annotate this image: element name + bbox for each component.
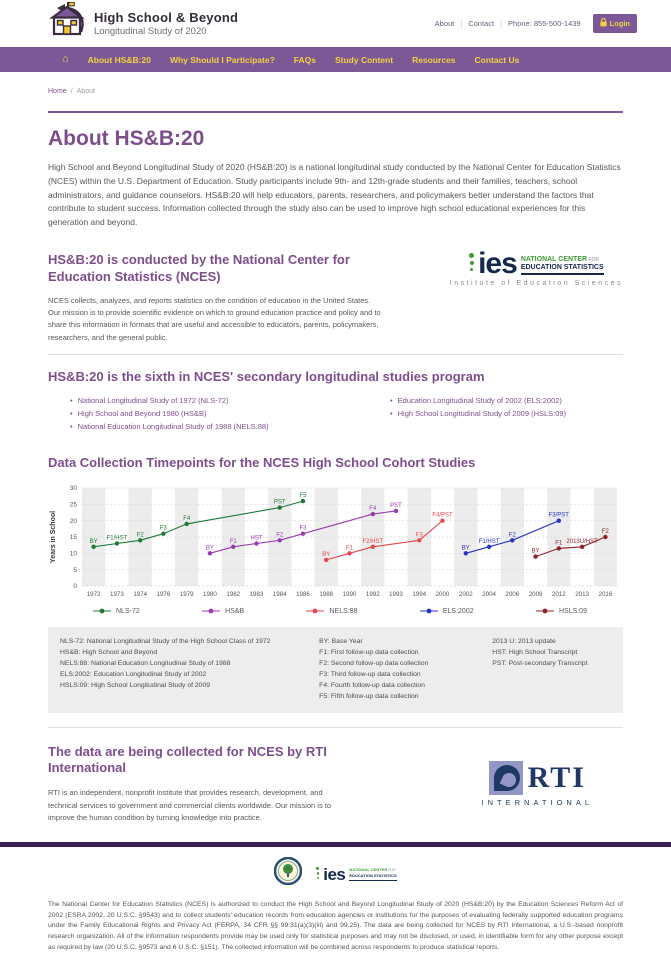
chart-heading: Data Collection Timepoints for the NCES High School Cohort Studies [48,455,476,471]
svg-text:1983: 1983 [249,591,264,599]
svg-text:F1: F1 [229,539,237,546]
list-item [70,394,378,407]
svg-text:10: 10 [69,550,77,558]
footer-accent-bar [0,842,671,847]
footnote-line: F3: Third follow-up data collection [319,670,421,678]
brand-logo[interactable] [48,2,238,45]
link-separator: | [500,19,503,28]
nav-home[interactable] [62,54,69,65]
studies-list-left [48,394,378,433]
ies-wordmark: ies [478,246,517,280]
nav-item-faqs[interactable]: FAQs [293,54,316,65]
ies-dots-icon [469,253,474,275]
svg-text:PST: PST [273,499,286,506]
header-contact-link[interactable]: Contact [468,19,495,28]
svg-text:5: 5 [73,567,77,575]
svg-text:2013: 2013 [575,591,589,599]
breadcrumb-separator: / [70,88,73,95]
svg-text:F2/HST: F2/HST [362,539,384,546]
legend-item [305,607,357,615]
legal-text: The National Center for Education Statistics (NCES) is authorized to conduct the High School and Beyond Longitudinal Study of 2020 (HS&B:20) by the Education Sciences Reform Act of 2002 (ESRA 2002, 20 U.S.C. §9543) and to collect students' education records from education agencies or institutions for the purposes of evaluating federally supported education programs under the Family Educational Rights and Privacy Act (FERPA, 34 CFR §§ 99.31(a)(3)(iii) and 99.25). The data are being collected for NCES by RTI International, a U.S.-based nonprofit research organization. All of the information respondents provide may be used only for statistical purposes and may not be disclosed, or used, in identifiable form for any other purpose except as required by law (20 U.S.C. §9573 and 6 U.S.C. §151). The collected information will be combined across respondents to produce statistical reports. [48,901,623,951]
svg-text:BY: BY [461,545,470,552]
svg-text:F4: F4 [369,506,377,513]
svg-text:1974: 1974 [133,591,148,599]
legend-item [419,607,474,615]
footnote-abbreviations [60,637,319,702]
footnote-line: HSLS:09: High School Longitudinal Study of 2009 [60,681,211,689]
footnote-line: BY: Base Year [319,638,363,646]
svg-text:PST: PST [390,503,402,510]
rti-logo [482,761,593,807]
svg-text:1980: 1980 [203,591,217,599]
nav-item-resources[interactable]: Resources [412,54,456,65]
svg-text:1994: 1994 [412,591,427,599]
footer-logos [0,857,671,890]
legend-label: HS&B [225,607,245,615]
svg-text:2013U/HST: 2013U/HST [566,539,598,546]
breadcrumb [48,88,623,95]
svg-text:1982: 1982 [226,591,241,599]
section-divider [48,727,623,728]
svg-text:1988: 1988 [319,591,334,599]
footnote-line: HST: High School Transcript [492,649,578,657]
legend-marker-icon [201,607,221,615]
footnote-line: F1: First follow-up data collection [319,649,419,657]
header-about-link[interactable]: About [434,19,455,28]
lock-icon [600,18,607,29]
site-footer [0,857,671,953]
footnote-line: F4: Fourth follow-up data collection [319,681,425,689]
list-item [70,407,378,420]
nav-item-study-content[interactable]: Study Content [334,54,394,65]
svg-text:F1/HST: F1/HST [478,539,500,546]
footnote-line: 2013 U: 2013 update [492,638,556,646]
svg-text:1990: 1990 [342,591,357,599]
study-link-els2002[interactable]: Education Longitudinal Study of 2002 (ELS:2002) [397,396,562,405]
schoolhouse-icon [48,2,88,45]
legend-label: NELS:88 [329,607,358,615]
footnote-line: NELS:88: National Education Longitudinal Study of 1988 [60,660,231,668]
brand-subtitle: Longitudinal Study of 2020 [94,26,207,37]
legend-marker-icon [419,607,439,615]
svg-text:F3: F3 [299,525,307,532]
legend-marker-icon [535,607,555,615]
timepoints-chart [48,480,623,615]
ies-logo-footer: ies NATIONAL CENTER FOR EDUCATION STATISTICS [316,867,396,881]
svg-text:F2: F2 [508,532,516,539]
intro-paragraph: High School and Beyond Longitudinal Study of 2020 (HS&B:20) is a national longitudinal study conducted by the National Center for Education Statistics (NCES) within the U.S. Department of Education. Study participants include 9th- and 12th-grade students and their families, teachers, school administrators, and guidance counselors. HS&B:20 will help educators, parents, researchers, and policymakers better understand the factors that contribute to student success. Information collected through the study also can be used to improve high school educational experiences for this generation and beyond. [48,162,621,228]
rti-wordmark: RTI [527,760,586,794]
ies-line2: EDUCATION STATISTICS [520,264,604,272]
brand-title: High School & Beyond [94,10,239,25]
svg-text:1986: 1986 [296,591,310,599]
legend-item [92,607,140,615]
ies-line1: NATIONAL CENTER FOR [520,256,600,264]
svg-text:HST: HST [250,535,263,542]
svg-text:BY: BY [322,552,331,559]
svg-text:2006: 2006 [505,591,520,599]
svg-text:F3: F3 [159,525,167,532]
svg-text:30: 30 [69,485,77,493]
svg-text:1984: 1984 [272,591,287,599]
footnote-line: ELS:2002: Education Longitudinal Study of 2002 [60,670,207,678]
svg-text:BY: BY [89,539,98,546]
legend-item [535,607,587,615]
login-button[interactable] [593,14,637,33]
legend-label: ELS:2002 [442,607,474,615]
studies-section [48,369,623,433]
svg-text:0: 0 [73,583,77,591]
nces-heading: HS&B:20 is conducted by the National Center for Education Statistics (NCES) [48,251,350,284]
main-nav [0,47,671,72]
legend-label: HSLS:09 [558,607,587,615]
home-icon: ⌂ [62,53,69,65]
ed-seal-icon [274,857,302,890]
nav-item-why-participate[interactable]: Why Should I Participate? [169,54,275,65]
svg-text:BY: BY [205,545,214,552]
svg-text:F2: F2 [136,532,144,539]
list-item [390,394,623,407]
purple-divider [48,111,623,113]
svg-text:2012: 2012 [551,591,566,599]
svg-text:2004: 2004 [482,591,496,599]
svg-text:F4: F4 [183,516,191,523]
rti-subtitle: INTERNATIONAL [481,797,593,807]
svg-text:1992: 1992 [365,591,380,599]
svg-text:2000: 2000 [435,591,450,599]
footnote-line: PST: Post-secondary Transcript [492,660,588,668]
section-divider [48,354,623,355]
rti-section [48,744,623,825]
svg-text:F1/HST: F1/HST [106,535,128,542]
login-label: Login [609,19,630,28]
study-link-nels88[interactable]: National Education Longitudinal Study of 1988 (NELS:88) [77,422,269,432]
study-link-hsb[interactable]: High School and Beyond 1980 (HS&B) [77,409,207,419]
legend-marker-icon [92,607,112,615]
svg-text:F3/PST: F3/PST [548,512,569,519]
timepoints-chart-plot [48,480,623,605]
nces-section [48,246,623,344]
legend-marker-icon [305,607,325,615]
study-link-nls72[interactable]: National Longitudinal Study of 1972 (NLS-72) [77,396,229,405]
svg-text:1976: 1976 [156,591,171,599]
svg-text:15: 15 [69,534,77,542]
footnote-line: F5: Fifth follow-up data collection [319,692,419,700]
breadcrumb-home-link[interactable]: Home [48,88,67,95]
breadcrumb-current: About [76,88,95,95]
nav-item-contact-us[interactable]: Contact Us [474,54,520,65]
header-phone: Phone: 855-500-1439 [508,19,581,28]
svg-text:1973: 1973 [110,591,124,599]
rti-heading: The data are being collected for NCES by RTI International [48,743,327,776]
nav-item-about[interactable]: About HS&B:20 [87,54,151,65]
studies-list-right [378,394,623,433]
footnote-timepoints [319,637,492,702]
svg-text:F4/PST: F4/PST [432,512,453,519]
ies-tagline: Institute of Education Sciences [449,280,623,288]
nces-body: NCES collects, analyzes, and reports statistics on the condition of education in the United States. Our mission is to provide scientific evidence on which to ground education practice and policy and to share this information in formats that are useful and accessible to educators, parents, policymakers, researchers, and the general public. [48,295,381,342]
footnote-line: NLS-72: National Longitudinal Study of the High School Class of 1972 [60,638,271,646]
list-item [70,420,378,433]
header-utility-links [435,14,637,33]
svg-text:1972: 1972 [86,591,101,599]
svg-text:F1: F1 [345,545,354,552]
svg-text:F5: F5 [299,493,307,500]
svg-text:F2: F2 [276,532,284,539]
svg-text:Years in School: Years in School [50,511,57,564]
rti-mark-icon [489,761,523,795]
studies-heading: HS&B:20 is the sixth in NCES' secondary longitudinal studies program [48,369,485,385]
ies-dots-icon [316,867,319,881]
legend-item [201,607,244,615]
footnote-line: HS&B: High School and Beyond [60,649,158,657]
legend-label: NLS-72 [116,607,140,615]
study-link-hsls09[interactable]: High School Longitudinal Study of 2009 (HSLS:09) [397,409,567,419]
svg-text:25: 25 [69,501,77,509]
ies-logo [449,246,623,288]
footnote-other [492,637,611,702]
svg-text:2016: 2016 [598,591,613,599]
svg-text:BY: BY [531,548,540,555]
svg-text:2002: 2002 [458,591,473,599]
footnote-line: F2: Second follow-up data collection [319,660,429,668]
svg-text:F3: F3 [415,532,423,539]
svg-text:1993: 1993 [389,591,403,599]
svg-text:1979: 1979 [179,591,194,599]
svg-text:F1: F1 [555,540,563,547]
svg-text:2009: 2009 [528,591,543,599]
chart-footnotes [48,627,623,712]
chart-legend [48,605,623,615]
svg-text:F2: F2 [601,529,609,536]
page-title: About HS&B:20 [48,127,205,150]
site-header [0,0,671,47]
link-separator: | [460,19,463,28]
rti-body: RTI is an independent, nonprofit institute that provides research, development, and technical services to government and commercial clients worldwide. Our mission is to improve the human condition by turning knowledge into practice. [48,788,332,823]
list-item [390,407,623,420]
svg-text:20: 20 [69,518,77,526]
